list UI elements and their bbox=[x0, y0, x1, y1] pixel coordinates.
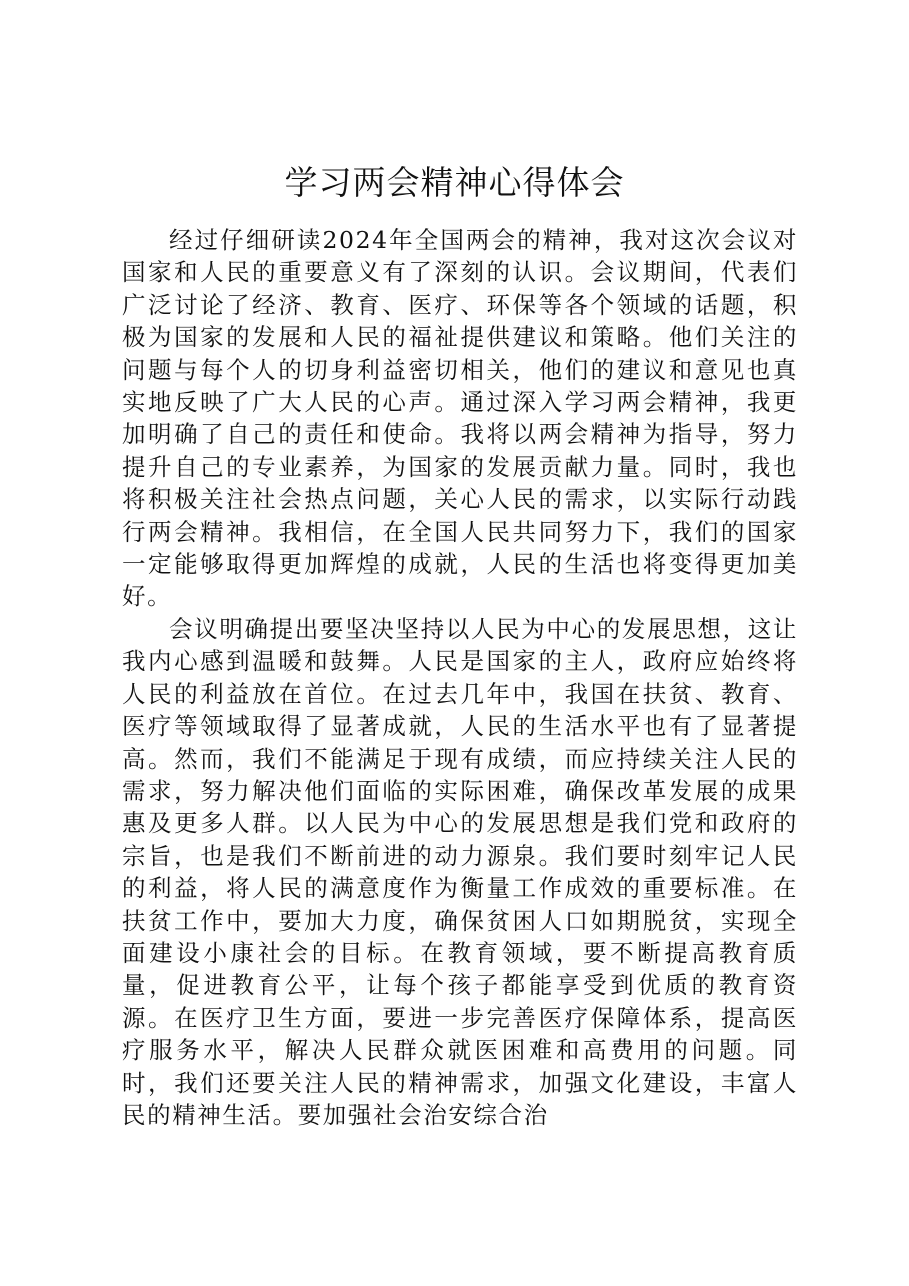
paragraph: 经过仔细研读2024年全国两会的精神，我对这次会议对国家和人民的重要意义有了深刻的认识。会议期间，代表们广泛讨论了经济、教育、医疗、环保等各个领域的话题，积极为国家的发展和人民的福祉提供建议和策略。他们关注的问题与每个人的切身利益密切相关，他们的建议和意见也真实地反映了广大人民的心声。通过深入学习两会精神，我更加明确了自己的责任和使命。我将以两会精神为指导，努力提升自己的专业素养，为国家的发展贡献力量。同时，我也将积极关注社会热点问题，关心人民的需求，以实际行动践行两会精神。我相信，在全国人民共同努力下，我们的国家一定能够取得更加辉煌的成就，人民的生活也将变得更加美好。 bbox=[122, 226, 798, 611]
document-title: 学习两会精神心得体会 bbox=[284, 163, 625, 202]
document-body bbox=[122, 224, 798, 1131]
paragraph: 会议明确提出要坚决坚持以人民为中心的发展思想，这让我内心感到温暖和鼓舞。人民是国家的主人，政府应始终将人民的利益放在首位。在过去几年中，我国在扶贫、教育、医疗等领域取得了显著成就，人民的生活水平也有了显著提高。然而，我们不能满足于现有成绩，而应持续关注人民的需求，努力解决他们面临的实际困难，确保改革发展的成果惠及更多人群。以人民为中心的发展思想是我们党和政府的宗旨，也是我们不断前进的动力源泉。我们要时刻牢记人民的利益，将人民的满意度作为衡量工作成效的重要标准。在扶贫工作中，要加大力度，确保贫困人口如期脱贫，实现全面建设小康社会的目标。在教育领域，要不断提高教育质量，促进教育公平，让每个孩子都能享受到优质的教育资源。在医疗卫生方面，要进一步完善医疗保障体系，提高医疗服务水平，解决人民群众就医困难和高费用的问题。同时，我们还要关注人民的精神需求，加强文化建设，丰富人民的精神生活。要加强社会治安综合治 bbox=[122, 614, 798, 1129]
